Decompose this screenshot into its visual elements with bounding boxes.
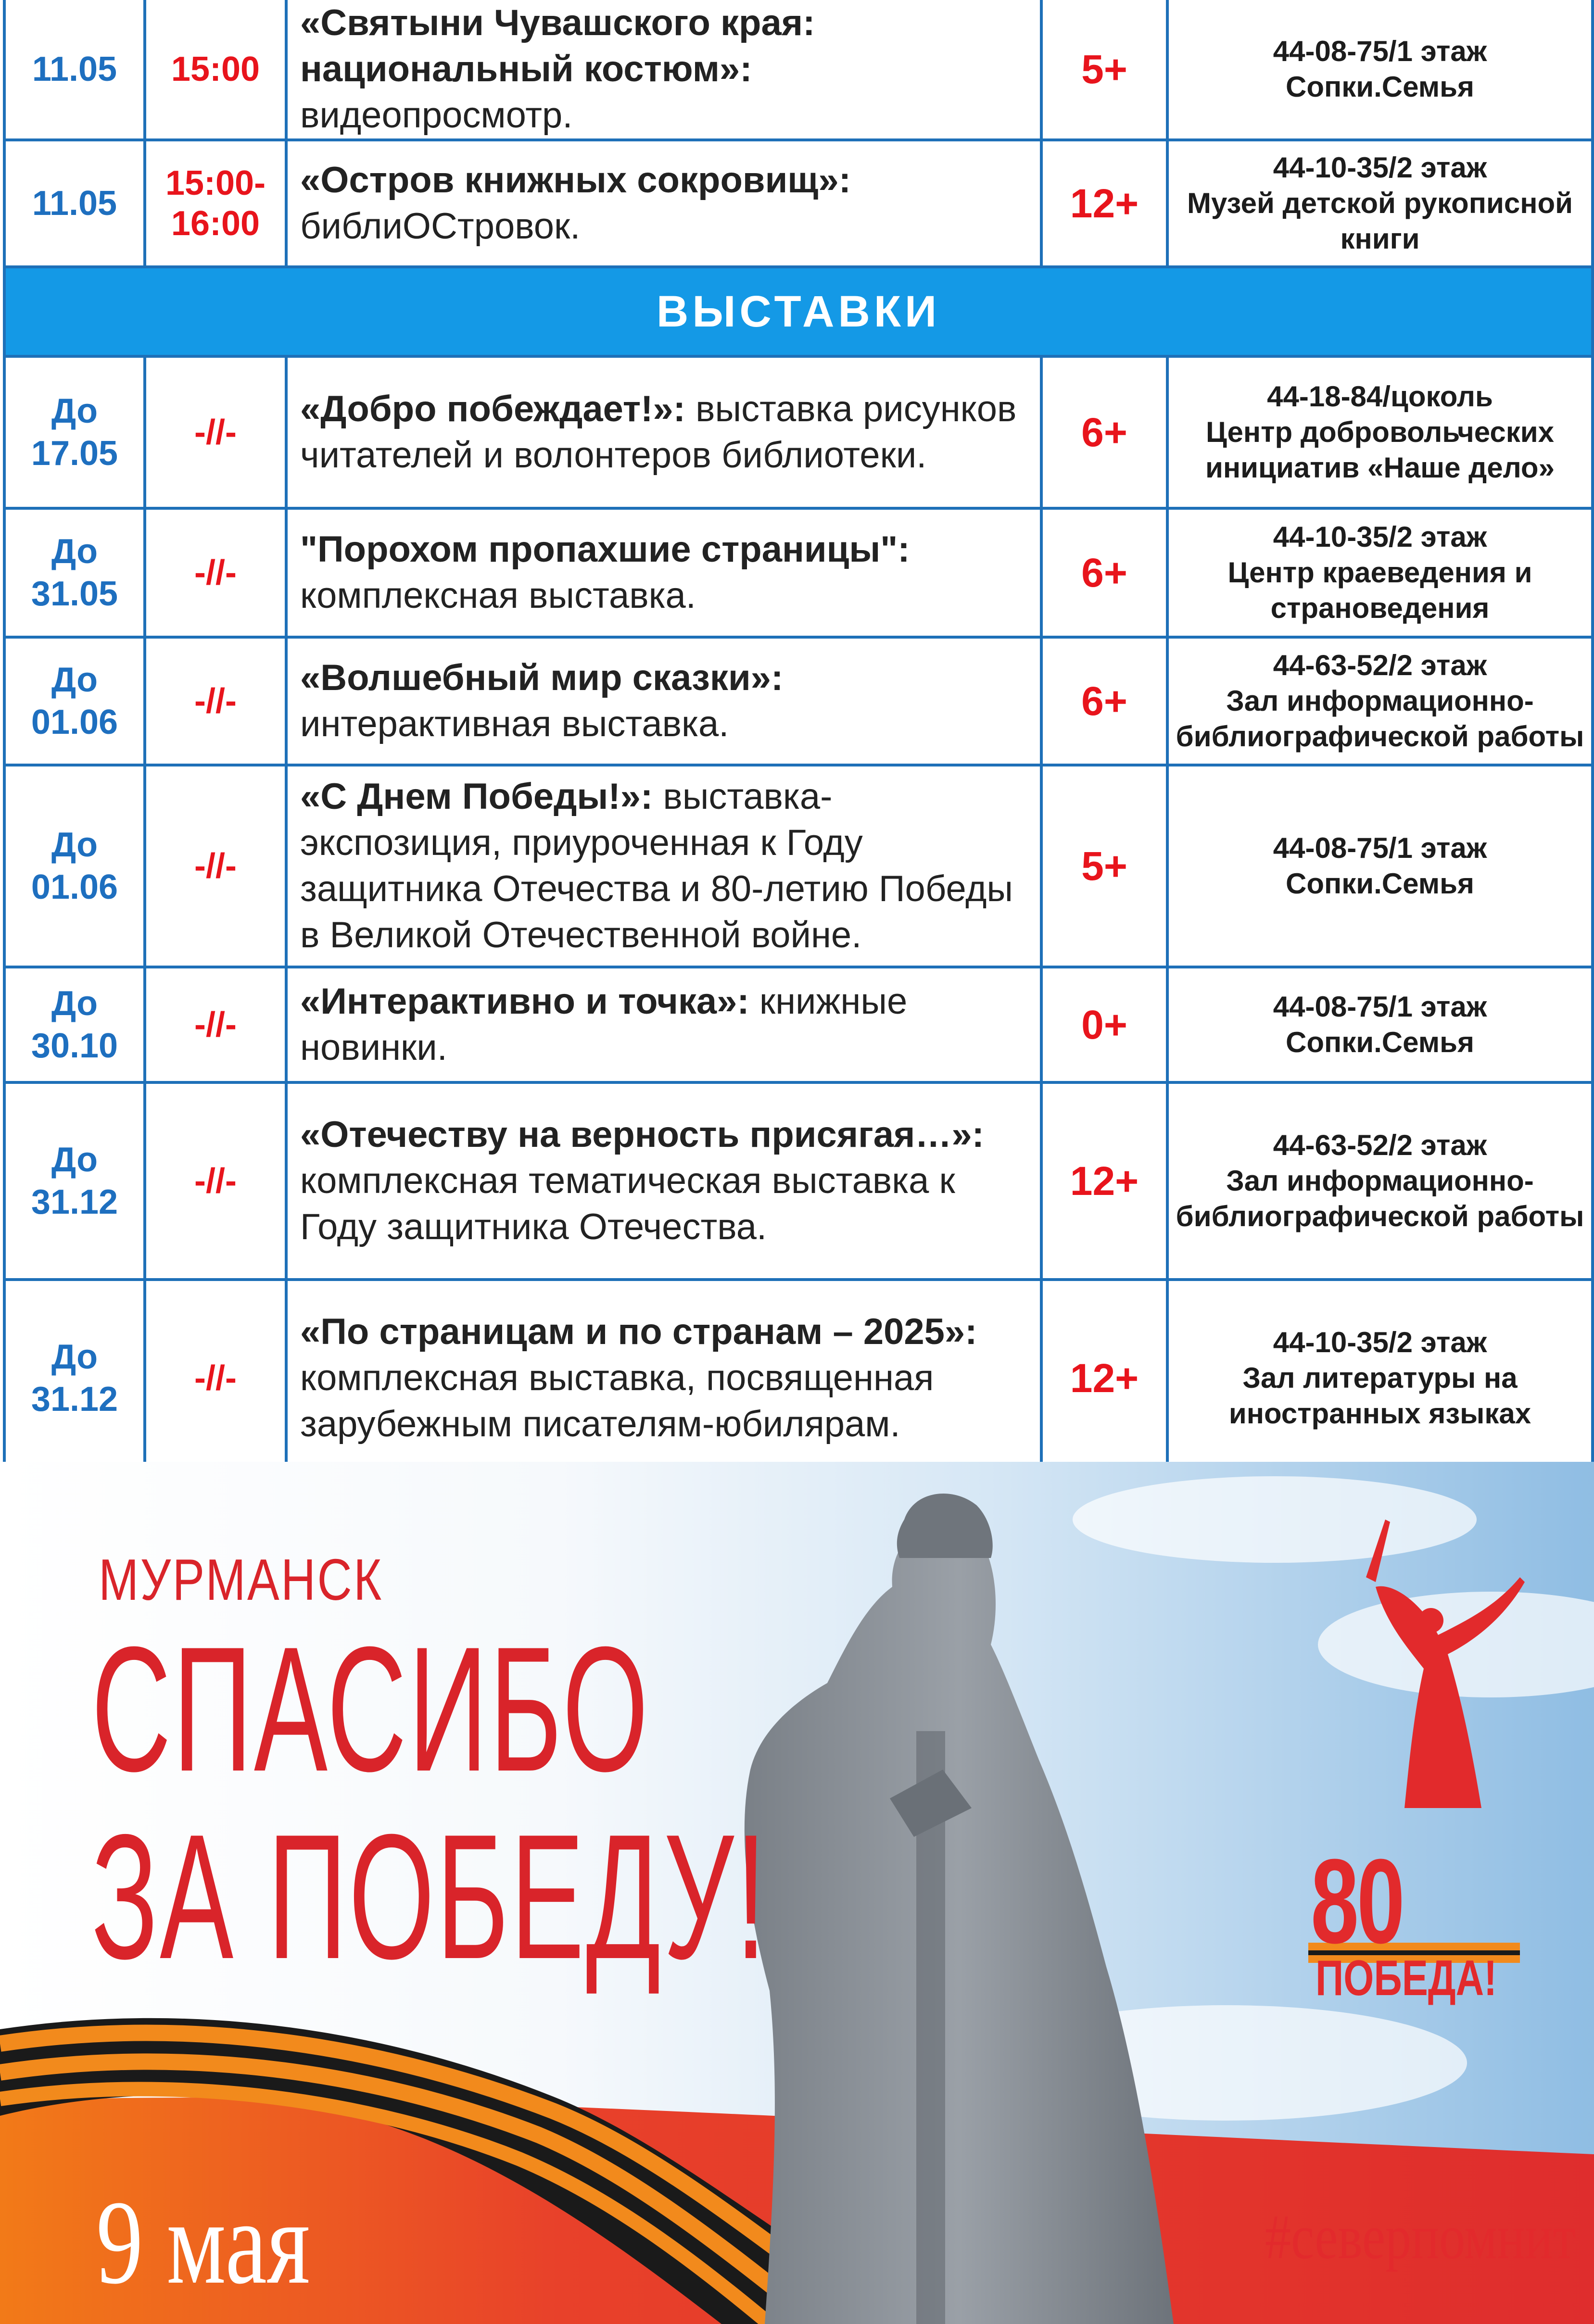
anniversary-number: 80 bbox=[1311, 1834, 1403, 1968]
event-description bbox=[286, 0, 1041, 140]
section-header-row bbox=[4, 267, 1593, 356]
exhibition-location bbox=[1167, 1082, 1593, 1280]
exhibition-details: комплексная выставка. bbox=[300, 575, 696, 616]
victory-day-banner bbox=[0, 1462, 1594, 2324]
exhibition-title: «Интерактивно и точка»: bbox=[300, 981, 749, 1022]
date-prefix: До bbox=[51, 1338, 98, 1376]
exhibition-location bbox=[1167, 967, 1593, 1082]
exhibition-details: комплексная выставка, посвященная зарубежным писателям-юбилярам. bbox=[300, 1357, 934, 1445]
table-row bbox=[4, 637, 1593, 765]
event-location bbox=[1167, 0, 1593, 140]
exhibition-time: -//- bbox=[145, 508, 286, 637]
location-phone: 44-08-75/1 этаж bbox=[1273, 832, 1487, 864]
hashtag-label: #северпомнит bbox=[1265, 2201, 1576, 2272]
location-phone: 44-10-35/2 этаж bbox=[1273, 151, 1487, 184]
exhibition-description bbox=[286, 508, 1041, 637]
exhibition-title: «С Днем Победы!»: bbox=[300, 776, 653, 817]
location-phone: 44-10-35/2 этаж bbox=[1273, 1326, 1487, 1358]
exhibition-title: «По страницам и по странам – 2025»: bbox=[300, 1311, 977, 1352]
exhibition-title: "Порохом пропахшие страницы": bbox=[300, 529, 910, 570]
date-value: 01.06 bbox=[31, 868, 118, 906]
table-row bbox=[4, 1082, 1593, 1280]
event-date: 11.05 bbox=[4, 140, 145, 267]
age-rating: 5+ bbox=[1041, 0, 1167, 140]
headline-line-1: СПАСИБО bbox=[91, 1610, 650, 1809]
table-row bbox=[4, 356, 1593, 508]
exhibition-date bbox=[4, 508, 145, 637]
location-phone: 44-08-75/1 этаж bbox=[1273, 991, 1487, 1023]
table-row bbox=[4, 140, 1593, 267]
exhibition-location bbox=[1167, 356, 1593, 508]
exhibition-details: книжные новинки. bbox=[300, 981, 908, 1068]
holiday-date: 9 мая bbox=[96, 2176, 310, 2309]
exhibition-description bbox=[286, 356, 1041, 508]
location-name: Центр добровольческих инициатив «Наше дело» bbox=[1205, 416, 1555, 484]
event-details: библиОСтровок. bbox=[300, 206, 581, 247]
table-row bbox=[4, 765, 1593, 967]
age-rating: 6+ bbox=[1041, 356, 1167, 508]
location-name: Центр краеведения и страноведения bbox=[1227, 556, 1532, 624]
event-location bbox=[1167, 140, 1593, 267]
exhibition-location bbox=[1167, 765, 1593, 967]
exhibition-time: -//- bbox=[145, 1082, 286, 1280]
date-prefix: До bbox=[51, 826, 98, 864]
section-title: ВЫСТАВКИ bbox=[4, 267, 1593, 356]
exhibition-description bbox=[286, 1280, 1041, 1477]
date-value: 17.05 bbox=[31, 434, 118, 473]
exhibition-description bbox=[286, 967, 1041, 1082]
date-prefix: До bbox=[51, 661, 98, 699]
exhibition-time: -//- bbox=[145, 356, 286, 508]
exhibition-time: -//- bbox=[145, 637, 286, 765]
date-value: 31.05 bbox=[31, 575, 118, 613]
location-name: Сопки.Семья bbox=[1286, 867, 1474, 900]
table-row bbox=[4, 1280, 1593, 1477]
event-description bbox=[286, 140, 1041, 267]
exhibition-time: -//- bbox=[145, 1280, 286, 1477]
location-name: Зал информационно-библиографической работы bbox=[1176, 685, 1584, 753]
date-prefix: До bbox=[51, 392, 98, 430]
exhibition-description bbox=[286, 637, 1041, 765]
event-title: «Святыни Чувашского края: национальный костюм»: bbox=[300, 2, 815, 89]
exhibition-date bbox=[4, 1082, 145, 1280]
date-value: 30.10 bbox=[31, 1027, 118, 1065]
location-phone: 44-10-35/2 этаж bbox=[1273, 521, 1487, 553]
event-date: 11.05 bbox=[4, 0, 145, 140]
exhibition-details: комплексная тематическая выставка к Году защитника Отечества. bbox=[300, 1160, 955, 1247]
location-name: Музей детской рукописной книги bbox=[1187, 187, 1573, 255]
anniversary-word: ПОБЕДА! bbox=[1316, 1950, 1497, 2006]
exhibition-date bbox=[4, 967, 145, 1082]
age-rating: 12+ bbox=[1041, 1280, 1167, 1477]
exhibition-date bbox=[4, 765, 145, 967]
table-row bbox=[4, 508, 1593, 637]
exhibition-location bbox=[1167, 508, 1593, 637]
date-value: 31.12 bbox=[31, 1380, 118, 1419]
exhibition-description bbox=[286, 1082, 1041, 1280]
exhibition-description bbox=[286, 765, 1041, 967]
exhibition-title: «Волшебный мир сказки»: bbox=[300, 657, 784, 698]
age-rating: 5+ bbox=[1041, 765, 1167, 967]
age-rating: 0+ bbox=[1041, 967, 1167, 1082]
location-phone: 44-18-84/цоколь bbox=[1267, 380, 1493, 413]
event-time: 15:00 bbox=[145, 0, 286, 140]
age-rating: 12+ bbox=[1041, 140, 1167, 267]
location-phone: 44-63-52/2 этаж bbox=[1273, 1129, 1487, 1161]
event-details: видеопросмотр. bbox=[300, 95, 573, 136]
location-phone: 44-08-75/1 этаж bbox=[1273, 35, 1487, 67]
location-name: Сопки.Семья bbox=[1286, 1026, 1474, 1058]
exhibition-details: выставка-экспозиция, приуроченная к Году защитника Отечества и 80-летию Победы в Великой Отечественной войне. bbox=[300, 776, 1013, 955]
events-table bbox=[3, 0, 1594, 1478]
exhibition-details: выставка рисунков читателей и волонтеров библиотеки. bbox=[300, 389, 1017, 476]
location-name: Сопки.Семья bbox=[1286, 71, 1474, 103]
event-time: 15:00-16:00 bbox=[145, 140, 286, 267]
date-value: 31.12 bbox=[31, 1183, 118, 1221]
exhibition-date bbox=[4, 1280, 145, 1477]
age-rating: 6+ bbox=[1041, 637, 1167, 765]
exhibition-title: «Добро побеждает!»: bbox=[300, 389, 685, 429]
date-prefix: До bbox=[51, 532, 98, 571]
city-label: МУРМАНСК bbox=[99, 1547, 383, 1612]
age-rating: 12+ bbox=[1041, 1082, 1167, 1280]
exhibition-details: интерактивная выставка. bbox=[300, 703, 729, 744]
exhibition-location bbox=[1167, 637, 1593, 765]
date-value: 01.06 bbox=[31, 703, 118, 741]
table-row bbox=[4, 967, 1593, 1082]
exhibition-date bbox=[4, 356, 145, 508]
date-prefix: До bbox=[51, 1141, 98, 1179]
exhibition-time: -//- bbox=[145, 765, 286, 967]
location-name: Зал литературы на иностранных языках bbox=[1228, 1362, 1531, 1430]
exhibition-title: «Отечеству на верность присягая…»: bbox=[300, 1114, 984, 1155]
age-rating: 6+ bbox=[1041, 508, 1167, 637]
exhibition-time: -//- bbox=[145, 967, 286, 1082]
date-prefix: До bbox=[51, 984, 98, 1023]
exhibition-location bbox=[1167, 1280, 1593, 1477]
headline-line-2: ЗА ПОБЕДУ! bbox=[91, 1797, 768, 1996]
event-title: «Остров книжных сокровищ»: bbox=[300, 160, 851, 201]
location-name: Зал информационно-библиографической работы bbox=[1176, 1165, 1584, 1232]
table-row bbox=[4, 0, 1593, 140]
location-phone: 44-63-52/2 этаж bbox=[1273, 649, 1487, 681]
exhibition-date bbox=[4, 637, 145, 765]
